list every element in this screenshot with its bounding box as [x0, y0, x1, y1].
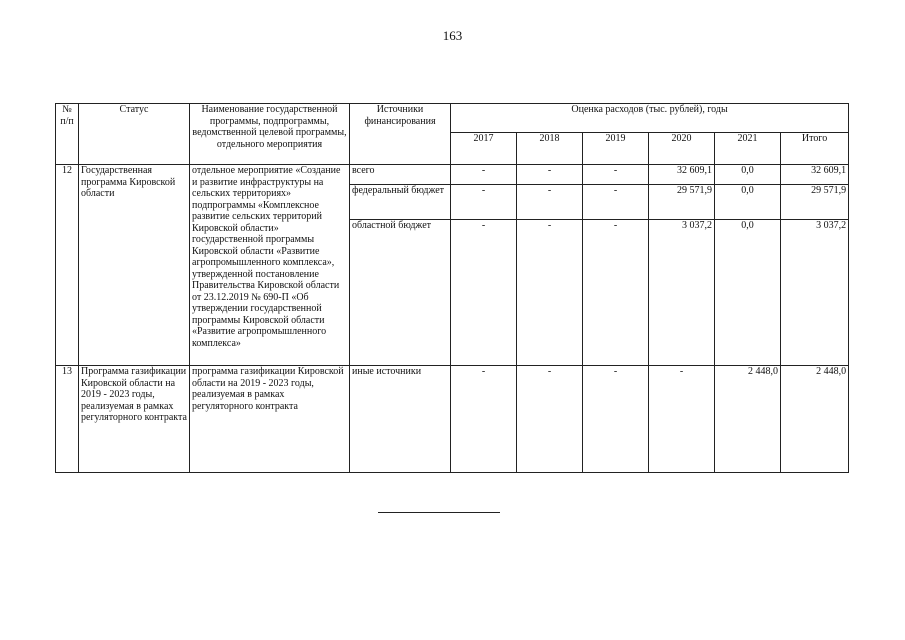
cell-2017: - — [451, 165, 517, 185]
header-total: Итого — [781, 133, 849, 165]
cell-2019: - — [583, 366, 649, 473]
cell-2020: 32 609,1 — [649, 165, 715, 185]
cell-2020: 3 037,2 — [649, 220, 715, 366]
table-row — [56, 366, 849, 473]
row-name: отдельное мероприятие «Создание и развитие инфраструктуры на сельских территориях» подпрограммы «Комплексное развитие сельских территорий Кировской области» государственной программы Кировской области «Развитие агропромышленного комплекса», утвержденной постановление Правительства Кировской области от 23.12.2019 № 690-П «Об утверждении государственной программы Кировской области «Развитие агропромышленного комплекса» — [190, 165, 350, 366]
page-number: 163 — [442, 28, 463, 43]
cell-2021: 0,0 — [715, 165, 781, 185]
header-num: № п/п — [56, 104, 79, 165]
header-estimate: Оценка расходов (тыс. рублей), годы — [451, 104, 849, 133]
table-row — [56, 165, 849, 185]
cell-total: 3 037,2 — [781, 220, 849, 366]
header-status: Статус — [79, 104, 190, 165]
header-year: 2018 — [517, 133, 583, 165]
header-year: 2021 — [715, 133, 781, 165]
cell-total: 2 448,0 — [781, 366, 849, 473]
cell-2020: 29 571,9 — [649, 185, 715, 220]
cell-2018: - — [517, 165, 583, 185]
header-year: 2020 — [649, 133, 715, 165]
row-number: 12 — [56, 165, 79, 366]
cell-2020: - — [649, 366, 715, 473]
cell-2019: - — [583, 165, 649, 185]
cell-2017: - — [451, 366, 517, 473]
cell-2018: - — [517, 220, 583, 366]
header-year: 2019 — [583, 133, 649, 165]
cell-2021: 0,0 — [715, 185, 781, 220]
row-number: 13 — [56, 366, 79, 473]
row-name: программа газификации Кировской области на 2019 - 2023 годы, реализуемая в рамках регуляторного контракта — [190, 366, 350, 473]
row-source: иные источники — [350, 366, 451, 473]
header-name: Наименование государственной программы, подпрограммы, ведомственной целевой программы, отдельного мероприятия — [190, 104, 350, 165]
cell-2019: - — [583, 185, 649, 220]
cell-total: 32 609,1 — [781, 165, 849, 185]
header-year: 2017 — [451, 133, 517, 165]
cell-2017: - — [451, 220, 517, 366]
cell-2019: - — [583, 220, 649, 366]
cell-total: 29 571,9 — [781, 185, 849, 220]
row-source: федеральный бюджет — [350, 185, 451, 220]
row-status: Государственная программа Кировской области — [79, 165, 190, 366]
cell-2018: - — [517, 366, 583, 473]
footer-rule — [378, 512, 500, 513]
row-source: всего — [350, 165, 451, 185]
budget-table — [55, 103, 849, 473]
row-source: областной бюджет — [350, 220, 451, 366]
cell-2021: 0,0 — [715, 220, 781, 366]
row-status: Программа газификации Кировской области на 2019 - 2023 годы, реализуемая в рамках регуляторного контракта — [79, 366, 190, 473]
cell-2018: - — [517, 185, 583, 220]
header-sources: Источники финансирования — [350, 104, 451, 165]
cell-2017: - — [451, 185, 517, 220]
cell-2021: 2 448,0 — [715, 366, 781, 473]
